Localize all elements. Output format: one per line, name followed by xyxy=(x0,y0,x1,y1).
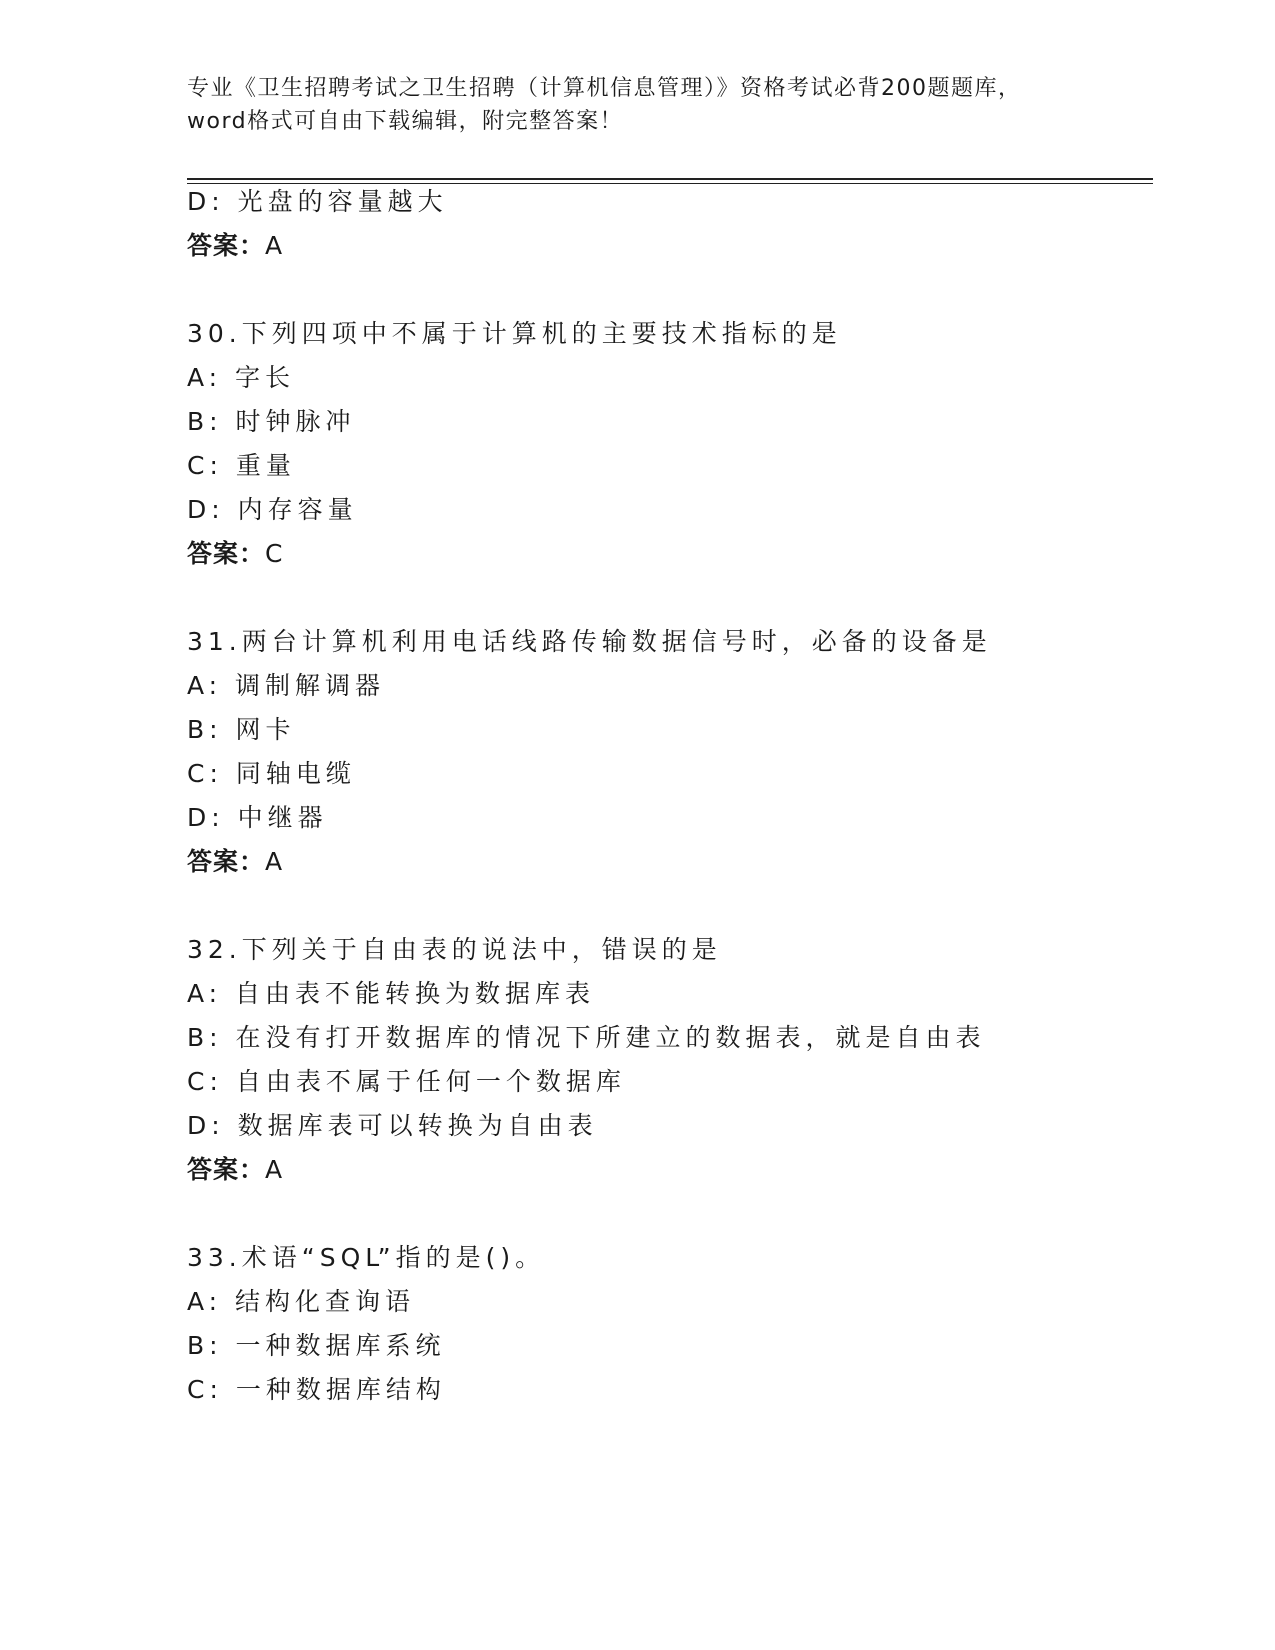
answer-line xyxy=(187,538,282,570)
option-d: D: 中继器 xyxy=(187,803,328,832)
document-header xyxy=(187,72,1087,138)
question-31-stem: 31.两台计算机利用电话线路传输数据信号时，必备的设备是 xyxy=(187,627,992,656)
option-a: A: 自由表不能转换为数据库表 xyxy=(187,979,596,1008)
header-line-1: 专业《卫生招聘考试之卫生招聘（计算机信息管理）》资格考试必背200题题库， xyxy=(187,76,1022,101)
option-a: A: 字长 xyxy=(187,363,296,392)
answer-value: A xyxy=(265,231,283,260)
option-b: B: 一种数据库系统 xyxy=(187,1331,446,1360)
option-c: C: 重量 xyxy=(187,451,296,480)
answer-line xyxy=(187,1154,282,1186)
header-divider-thick xyxy=(187,178,1153,180)
header-line-2: word格式可自由下载编辑，附完整答案！ xyxy=(187,109,624,134)
option-d: D: 数据库表可以转换为自由表 xyxy=(187,1111,598,1140)
option-c: C: 一种数据库结构 xyxy=(187,1375,446,1404)
header-divider-thin xyxy=(187,183,1153,184)
option-d: D: 内存容量 xyxy=(187,495,358,524)
option-b: B: 网卡 xyxy=(187,715,296,744)
option-a: A: 调制解调器 xyxy=(187,671,386,700)
answer-value: A xyxy=(265,847,283,876)
answer-line xyxy=(187,846,282,878)
answer-line xyxy=(187,230,282,262)
option-c: C: 自由表不属于任何一个数据库 xyxy=(187,1067,626,1096)
option-b: B: 在没有打开数据库的情况下所建立的数据表，就是自由表 xyxy=(187,1023,986,1052)
answer-label: 答案： xyxy=(187,539,266,568)
answer-value: C xyxy=(265,539,283,568)
option-a: A: 结构化查询语 xyxy=(187,1287,416,1316)
option-d: D: 光盘的容量越大 xyxy=(187,187,448,216)
option-c: C: 同轴电缆 xyxy=(187,759,356,788)
answer-label: 答案： xyxy=(187,231,266,260)
option-b: B: 时钟脉冲 xyxy=(187,407,356,436)
question-30-stem: 30.下列四项中不属于计算机的主要技术指标的是 xyxy=(187,319,842,348)
question-32-stem: 32.下列关于自由表的说法中，错误的是 xyxy=(187,935,722,964)
answer-value: A xyxy=(265,1155,283,1184)
answer-label: 答案： xyxy=(187,1155,266,1184)
question-33-stem: 33.术语“SQL”指的是()。 xyxy=(187,1243,546,1272)
answer-label: 答案： xyxy=(187,847,266,876)
